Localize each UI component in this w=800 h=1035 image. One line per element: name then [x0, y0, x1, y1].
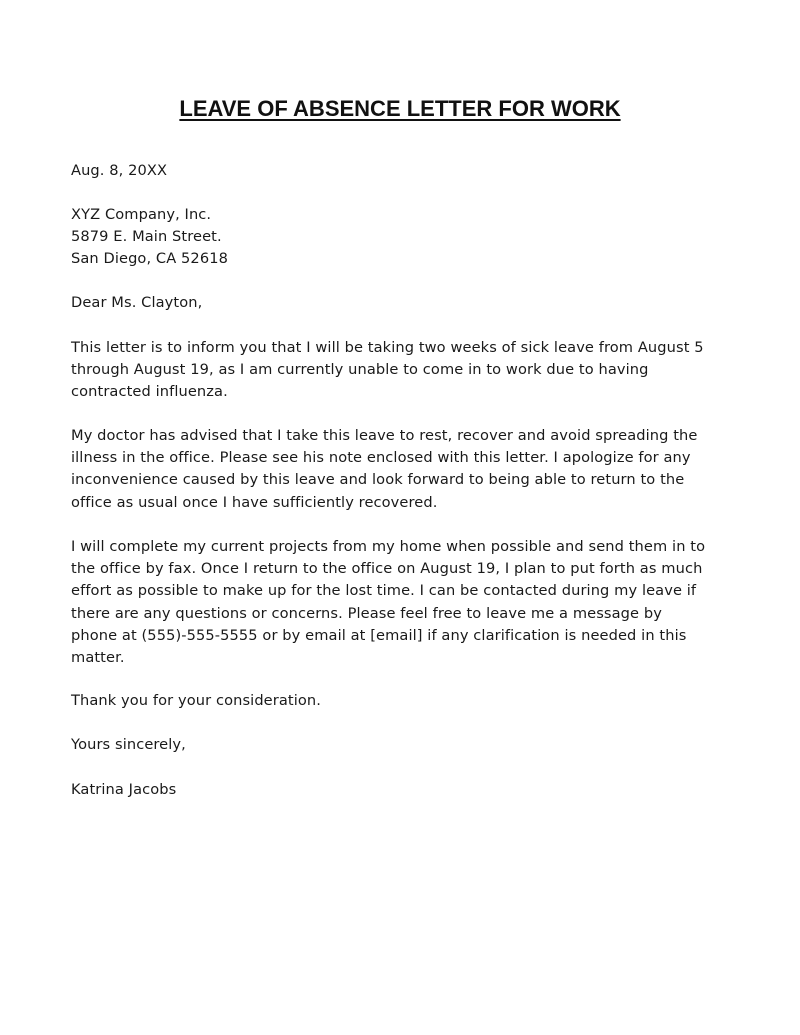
paragraph-3	[71, 536, 731, 669]
recipient-company: XYZ Company, Inc.	[71, 206, 212, 223]
signature-name: Katrina Jacobs	[71, 781, 177, 798]
paragraph-3-line: there are any questions or concerns. Please feel free to leave me a message by	[71, 604, 662, 622]
recipient-city: San Diego, CA 52618	[71, 250, 228, 268]
paragraph-2-line: My doctor has advised that I take this leave to rest, recover and avoid spreading the	[71, 427, 698, 444]
recipient-address	[71, 204, 731, 271]
letter-date	[71, 160, 731, 182]
closing-line	[71, 734, 731, 756]
letter-title: LEAVE OF ABSENCE LETTER FOR WORK	[179, 96, 621, 121]
recipient-street: 5879 E. Main Street.	[71, 228, 222, 246]
paragraph-3-line: the office by fax. Once I return to the office on August 19, I plan to put forth as much	[71, 560, 703, 578]
closing-text: Yours sincerely,	[71, 736, 186, 753]
paragraph-1-line: This letter is to inform you that I will be taking two weeks of sick leave from August 5	[71, 339, 704, 356]
paragraph-1	[71, 337, 731, 404]
paragraph-1-line: through August 19, as I am currently unable to come in to work due to having	[71, 361, 649, 379]
paragraph-2-line: illness in the office. Please see his note enclosed with this letter. I apologize for any	[71, 449, 691, 467]
thanks-text: Thank you for your consideration.	[71, 692, 321, 709]
paragraph-3-line: phone at (555)-555-5555 or by email at [email] if any clarification is needed in this	[71, 626, 687, 644]
paragraph-3-line: matter.	[71, 649, 125, 667]
date-text: Aug. 8, 20XX	[71, 162, 168, 179]
paragraph-2-line: office as usual once I have sufficiently recovered.	[71, 493, 438, 511]
paragraph-3-line: effort as possible to make up for the lost time. I can be contacted during my leave if	[71, 582, 697, 600]
thanks-line	[71, 690, 731, 712]
salutation	[71, 292, 731, 314]
paragraph-3-line: I will complete my current projects from my home when possible and send them in to	[71, 538, 706, 555]
paragraph-2-line: inconvenience caused by this leave and look forward to being able to return to the	[71, 471, 685, 489]
paragraph-2	[71, 425, 731, 514]
salutation-text: Dear Ms. Clayton,	[71, 294, 203, 311]
signature-line	[71, 779, 731, 801]
paragraph-1-line: contracted influenza.	[71, 383, 228, 401]
